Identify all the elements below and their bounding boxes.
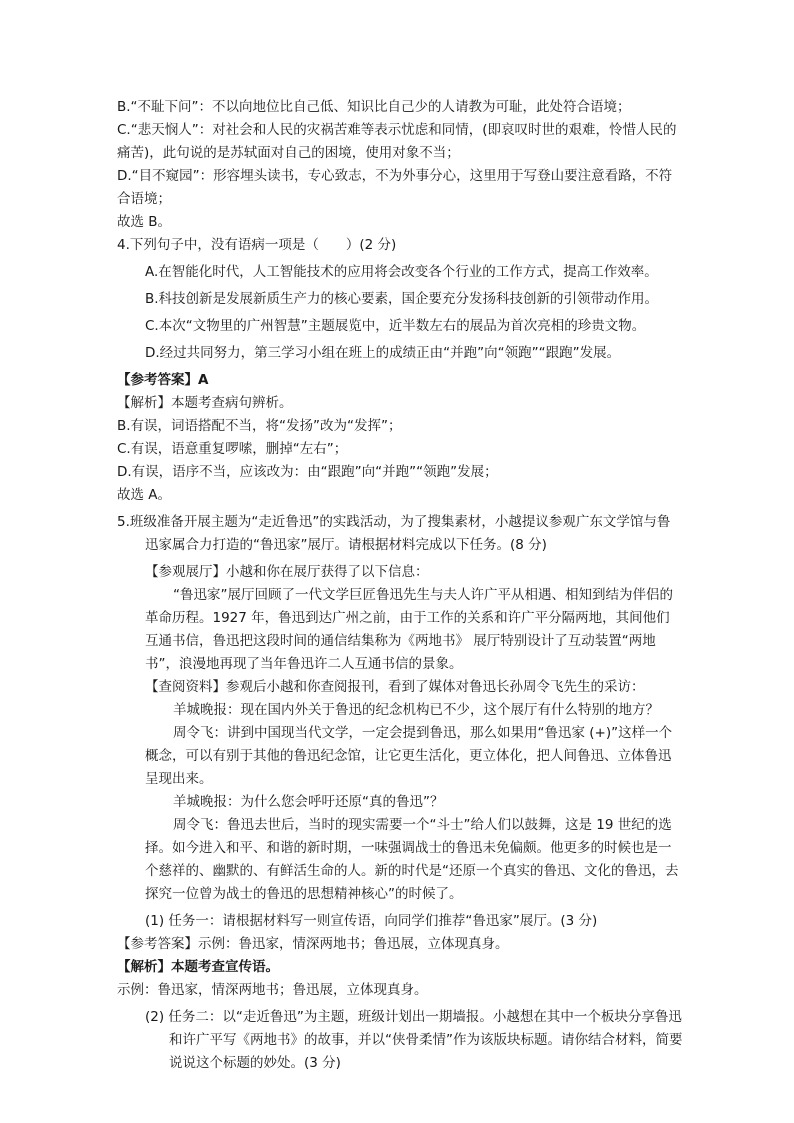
text-line: 故选 B。 xyxy=(117,214,172,230)
option-b: B.科技创新是发展新质生产力的核心要素，国企要充分发扬科技创新的引领带动作用。 xyxy=(145,291,659,307)
option-c: C.本次“文物里的广州智慧”主题展览中，近半数左右的展品为首次亮相的珍贵文物。 xyxy=(145,318,646,334)
analysis-line: D.有误，语序不当，应该改为：由“跟跑”向“并跑”“领跑”发展； xyxy=(117,464,498,480)
reference-answer: 【参考答案】示例：鲁迅家，情深两地书；鲁迅展，立体现真身。 xyxy=(117,936,509,952)
document-page xyxy=(117,96,683,1075)
material-heading: 【查阅资料】参观后小越和你查阅报刊，看到了媒体对鲁迅长孙周令飞先生的采访： xyxy=(145,679,645,695)
interview-line: 周令飞：讲到中国现当代文学，一定会提到鲁迅，那么如果用“鲁迅家 (+)”这样一个概念，可以有别于其他的鲁迅纪念馆，让它更生活化，更立体化，把人间鲁迅、立体鲁迅呈现出来。 xyxy=(145,725,673,787)
question-5-stem: 5.班级准备开展主题为“走近鲁迅”的实践活动，为了搜集素材，小越提议参观广东文学馆与鲁迅家属合力打造的“鲁迅家”展厅。请根据材料完成以下任务。(8 分) xyxy=(117,514,671,553)
material-heading: 【参观展厅】小越和你在展厅获得了以下信息： xyxy=(145,564,429,580)
analysis-heading: 【解析】本题考查宣传语。 xyxy=(117,959,279,975)
analysis-line: C.有误，语意重复啰嗦，删掉“左右”； xyxy=(117,441,348,457)
option-d: D.经过共同努力，第三学习小组在班上的成绩正由“并跑”向“领跑”“跟跑”发展。 xyxy=(145,345,621,361)
task-1: (1) 任务一：请根据材料写一则宣传语，向同学们推荐“鲁迅家”展厅。(3 分) xyxy=(145,913,598,929)
analysis-heading: 【解析】本题考查病句辨析。 xyxy=(117,395,293,411)
text-line: D.“目不窥园”：形容埋头读书，专心致志，不为外事分心，这里用于写登山要注意看路，不符合语境； xyxy=(117,168,673,207)
option-a: A.在智能化时代，人工智能技术的应用将会改变各个行业的工作方式，提高工作效率。 xyxy=(145,264,658,280)
interview-line: 羊城晚报：现在国内外关于鲁迅的纪念机构已不少，这个展厅有什么特别的地方？ xyxy=(173,702,659,718)
text-line: B.“不耻下问”：不以向地位比自己低、知识比自己少的人请教为可耻，此处符合语境； xyxy=(117,99,631,115)
analysis-line: 故选 A。 xyxy=(117,487,172,503)
text-line: C.“悲天悯人”：对社会和人民的灾祸苦难等表示忧虑和同情，(即哀叹时世的艰难，怜惜人民的痛苦)，此句说的是苏轼面对自己的困境，使用对象不当； xyxy=(117,122,677,161)
interview-line: 周令飞：鲁迅去世后，当时的现实需要一个“斗士”给人们以鼓舞，这是 19 世纪的选择。如今进入和平、和谐的新时期，一味强调战士的鲁迅未免偏颇。他更多的时候也是一个慈祥的、幽默的、有鲜活生命的人。新的时代是“还原一个真实的鲁迅、文化的鲁迅，去探究一位曾为战士的鲁迅的思想精神核心”的时候了。 xyxy=(145,817,679,902)
analysis-line: 示例：鲁迅家，情深两地书；鲁迅展，立体现真身。 xyxy=(117,982,428,998)
interview-line: 羊城晚报：为什么您会呼吁还原“真的鲁迅”？ xyxy=(173,794,444,810)
task-2: (2) 任务二：以“走近鲁迅”为主题，班级计划出一期墙报。小越想在其中一个板块分享鲁迅和许广平写《两地书》的故事，并以“侠骨柔情”作为该版块标题。请你结合材料，简要说说这个标题的妙处。(3 分) xyxy=(145,1009,683,1071)
material-paragraph: “鲁迅家”展厅回顾了一代文学巨匠鲁迅先生与夫人许广平从相遇、相知到结为伴侣的革命历程。1927 年，鲁迅到达广州之前，由于工作的关系和许广平分隔两地，其间他们互通书信，鲁迅把这段时间的通信结集称为《两地书》 展厅特别设计了互动装置“两地书”，浪漫地再现了当年鲁迅许二人互通书信的景象。 xyxy=(145,587,673,672)
analysis-line: B.有误，词语搭配不当，将“发扬”改为“发挥”； xyxy=(117,418,402,434)
reference-answer: 【参考答案】A xyxy=(117,372,209,388)
question-4-stem: 4.下列句子中，没有语病一项是（ ）(2 分) xyxy=(117,237,397,253)
